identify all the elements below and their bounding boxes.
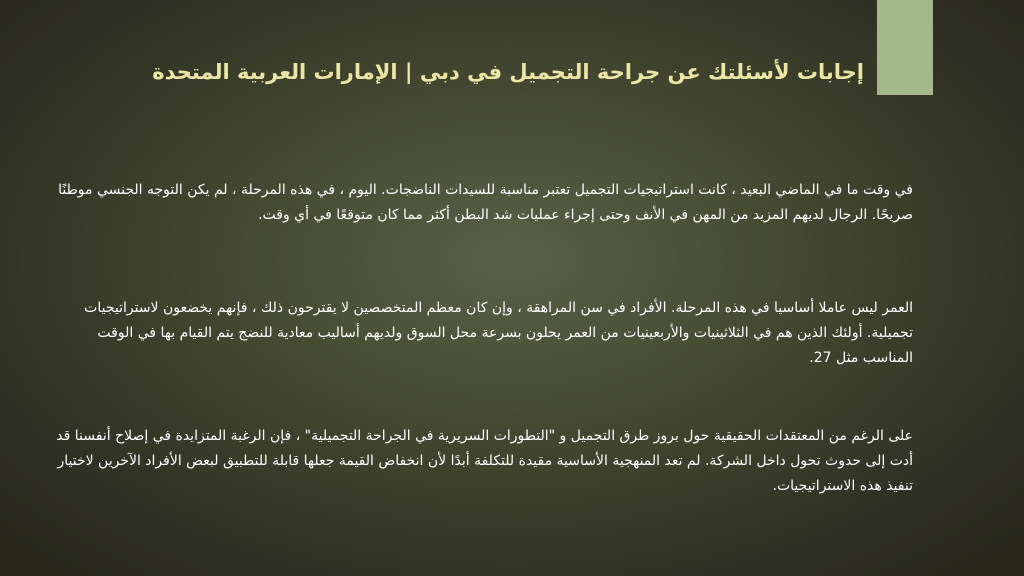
paragraph-text: على الرغم من المعتقدات الحقيقية حول بروز طرق التجميل و "التطورات السريرية في الجراحة التجميلية" ، فإن الرغبة المتزايدة في إصلاح أنفسنا قد أدت إلى حدوث تحول داخل الشركة. لم تعد المنهجية الأساسية مقيدة للتكلفة أبدًا لأن انخفاض القيمة جعلها قابلة للتطبيق لبعض الأفراد الآخرين لاختيار تنفيذ هذه الاستراتيجيات. bbox=[56, 428, 913, 494]
paragraph-3 bbox=[50, 424, 913, 499]
paragraph-text: في وقت ما في الماضي البعيد ، كانت استراتيجيات التجميل تعتبر مناسبة للسيدات الناضجات. اليوم ، في هذه المرحلة ، لم يكن التوجه الجنسي موطنًا صريحًا. الرجال لديهم المزيد من المهن في الأنف وحتى إجراء عمليات شد البطن أكثر مما كان متوقعًا في أي وقت. bbox=[58, 182, 913, 223]
paragraph-text: العمر ليس عاملا أساسيا في هذه المرحلة. الأفراد في سن المراهقة ، وإن كان معظم المتخصصين لا يقترحون ذلك ، فإنهم يخضعون لاستراتيجيات تجميلية. أولئك الذين هم في الثلاثينيات والأربعينيات من العمر يحلون بسرعة محل السوق ولديهم أساليب معادية للنضج يتم القيام بها في الوقت المناسب مثل 27. bbox=[84, 300, 913, 366]
slide-title: إجابات لأسئلتك عن جراحة التجميل في دبي | الإمارات العربية المتحدة bbox=[152, 60, 864, 84]
accent-bar bbox=[877, 0, 933, 95]
paragraph-1 bbox=[50, 178, 913, 228]
paragraph-2 bbox=[50, 296, 913, 371]
